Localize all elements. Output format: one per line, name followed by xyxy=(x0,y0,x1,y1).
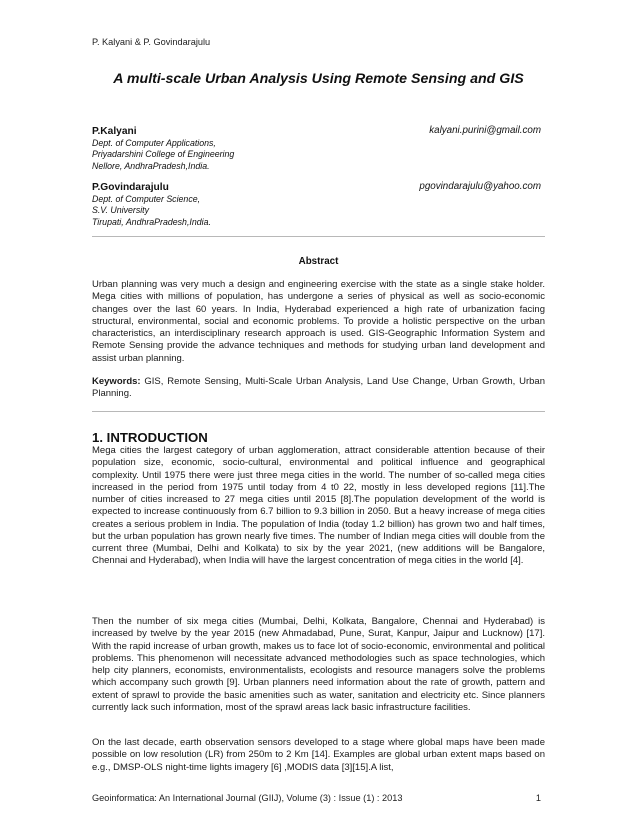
running-head: P. Kalyani & P. Govindarajulu xyxy=(92,37,211,47)
author-name: P.Govindarajulu xyxy=(92,182,169,193)
page-footer xyxy=(92,793,545,803)
author-affiliation-line: Dept. of Computer Applications, xyxy=(92,138,216,148)
author-email: pgovindarajulu@yahoo.com xyxy=(419,181,541,192)
author-affiliation-line: Tirupati, AndhraPradesh,India. xyxy=(92,216,211,227)
keywords-text: GIS, Remote Sensing, Multi-Scale Urban Analysis, Land Use Change, Urban Growth, Urban Planning. xyxy=(92,376,545,400)
divider-rule xyxy=(92,411,545,412)
author-affiliation-line: S.V. University xyxy=(92,205,150,216)
intro-paragraph-2: Then the number of six mega cities (Mumbai, Delhi, Kolkata, Bangalore, Chennai and Hyderabad) is increased by twelve by the year 2015 (new Ahmadabad, Pune, Surat, Kanpur, Jaipur and Lucknow) [17]. With the rapid increase of urban growth, makes us to face lot of socio-economic, environmental and political problems. This phenomenon will necessitate advanced methodologies such as space technologies, which help city planners, economists, environmentalists, ecologists and resource managers solve the problems which accompany such growth [9]. Urban planners need information about the rate of growth, pattern and extent of sprawl to provide the basic amenities such as water, sanitation and electricity etc. Since planners currently lack such information, most of the sprawl areas lack basic infrastructure facilities. xyxy=(92,616,545,713)
author-block-1 xyxy=(92,125,545,172)
divider-rule xyxy=(92,236,545,237)
footer-journal: Geoinformatica: An International Journal (GIIJ), Volume (3) : Issue (1) : 2013 xyxy=(92,793,403,803)
keywords xyxy=(92,376,545,401)
author-email: kalyani.purini@gmail.com xyxy=(429,125,541,136)
intro-paragraph-3: On the last decade, earth observation sensors developed to a stage where global maps have been made possible on low resolution (LR) from 250m to 2 Km [14]. Examples are global urban extent maps based on e.g., DMSP-OLS night-time lights imagery [6] ,MODIS data [3][15].A list, xyxy=(92,737,545,773)
author-name: P.Kalyani xyxy=(92,126,137,137)
paper-title: A multi-scale Urban Analysis Using Remote Sensing and GIS xyxy=(113,71,524,87)
author-affiliation-line: Priyadarshini College of Engineering xyxy=(92,149,235,160)
keywords-label: Keywords: xyxy=(92,376,141,387)
intro-paragraph-1: Mega cities the largest category of urban agglomeration, attract considerable attention because of their population size, economic, socio-cultural, environmental and political influence and geographical complexity. Until 1975 there were just three mega cities in the world. The number of so-called mega cities increased in the period from 1975 until today from 4 t0 22, mostly in less developed regions [11].The number of cities increased to 27 mega cities until 2015 [8].The population development of the world is expected to increase continuously from 6.7 billion to 9.3 billion in 2050. But a heavy increase of mega cities creates a serious problem in India. The population of India (today 1.2 billion) has grown two and half times, but the urban population has grown nearly five times. The number of Indian mega cities will double from the current three (Mumbai, Delhi and Kolkata) to six by the year 2021, (new additions will be Bangalore, Chennai and Hyderabad), when India will have the largest concentration of mega cities in the world [4]. xyxy=(92,445,545,567)
page-number: 1 xyxy=(535,793,541,803)
abstract-heading: Abstract xyxy=(298,256,339,267)
author-affiliation-line: Nellore, AndhraPradesh,India. xyxy=(92,160,210,171)
abstract-text: Urban planning was very much a design and engineering exercise with the state as a single stake holder. Mega cities with millions of population, has undergone a series of physical as well as socio-economic changes over the last 60 years. In India, Hyderabad experienced a high rate of urbanization facing structural, environmental, social and economic problems. To provide a holistic perspective on the urban characteristics, an interdisciplinary research approach is used. GIS-Geographic Information System and Remote Sensing provide the advance techniques and methods for studying urban land development and assist urban planning. xyxy=(92,279,545,364)
author-block-2 xyxy=(92,181,545,228)
section-heading: 1. INTRODUCTION xyxy=(92,430,208,445)
author-affiliation-line: Dept. of Computer Science, xyxy=(92,194,201,204)
